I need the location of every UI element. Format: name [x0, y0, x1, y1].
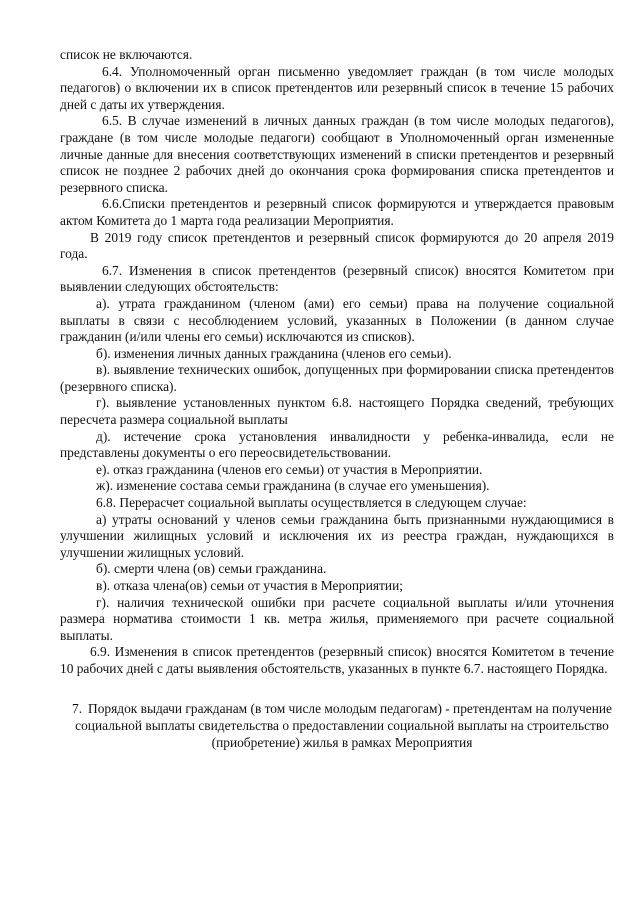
recalc-item-a: а) утраты оснований у членов семьи гражданина быть признанными нуждающимися в улучшении жилищных условий и исключения их из реестра граждан, нуждающихся в улучшении жилищных условий. — [60, 511, 614, 560]
list-item-v: в). выявление технических ошибок, допущенных при формировании списка претендентов (резервного списка). — [60, 362, 614, 394]
paragraph-2019-deadline: В 2019 году список претендентов и резервный список формируются до 20 апреля 2019 года. — [60, 229, 614, 262]
list-item-g: г). выявление установленных пунктом 6.8. настоящего Порядка сведений, требующих пересчета размера социальной выплаты — [60, 395, 614, 428]
list-item-a: а). утрата гражданином (членом (ами) его семьи) права на получение социальной выплаты в связи с несоблюдением условий, указанных в Положении (в данном случае гражданин (и/или члены его семьи) исключаются из списков). — [60, 295, 614, 345]
list-item-b: б). изменения личных данных гражданина (членов его семьи). — [96, 345, 452, 361]
paragraph-6-8: 6.8. Перерасчет социальной выплаты осуществляется в следующем случае: — [96, 495, 527, 511]
recalc-item-b: б). смерти члена (ов) семьи гражданина. — [96, 561, 327, 577]
list-item-e: е). отказ гражданина (членов его семьи) от участия в Мероприятии. — [96, 461, 483, 477]
section-number: 7. — [72, 700, 83, 716]
paragraph-6-7: 6.7. Изменения в список претендентов (резервный список) вносятся Комитетом при выявлении следующих обстоятельств: — [60, 262, 614, 295]
document-body — [60, 47, 614, 751]
paragraph-6-4: 6.4. Уполномоченный орган письменно уведомляет граждан (в том числе молодых педагогов) о включении их в список претендентов или резервный список в течение 15 рабочих дней с даты их утверждения. — [60, 63, 614, 112]
paragraph-continuation: список не включаются. — [60, 47, 193, 62]
section-title: Порядок выдачи гражданам (в том числе молодым педагогам) - претендентам на получение социальной выплаты свидетельства о предоставлении социальной выплаты на строительство (приобретение) жилья в рамках Мероприятия — [75, 700, 612, 750]
recalc-item-g: г). наличия технической ошибки при расчете социальной выплаты и/или уточнения размера норматива стоимости 1 кв. метра жилья, применяемого при расчете социальной выплаты. — [60, 594, 614, 643]
paragraph-6-9: 6.9. Изменения в список претендентов (резервный список) вносятся Комитетом в течение 10 рабочих дней с даты выявления обстоятельств, указанных в пункте 6.7. настоящего Порядка. — [60, 644, 614, 676]
recalc-item-v: в). отказа члена(ов) семьи от участия в Мероприятии; — [96, 578, 403, 593]
section-7-heading — [60, 700, 614, 751]
list-item-d: д). истечение срока установления инвалидности у ребенка-инвалида, если не представлены документы о его переосвидетельствовании. — [60, 428, 614, 461]
paragraph-6-5: 6.5. В случае изменений в личных данных граждан (в том числе молодых педагогов), граждане (в том числе молодые педагоги) сообщают в Уполномоченный орган измененные личные данные для внесения соответствующих изменений в списки претендентов и резервный список не позднее 2 рабочих дней до окончания срока формирования списка претендентов и резервного списка. — [60, 113, 614, 195]
paragraph-6-6: 6.6.Списки претендентов и резервный список формируются и утверждается правовым актом Комитета до 1 марта года реализации Мероприятия. — [60, 196, 614, 228]
list-item-zh: ж). изменение состава семьи гражданина (в случае его уменьшения). — [96, 478, 490, 494]
